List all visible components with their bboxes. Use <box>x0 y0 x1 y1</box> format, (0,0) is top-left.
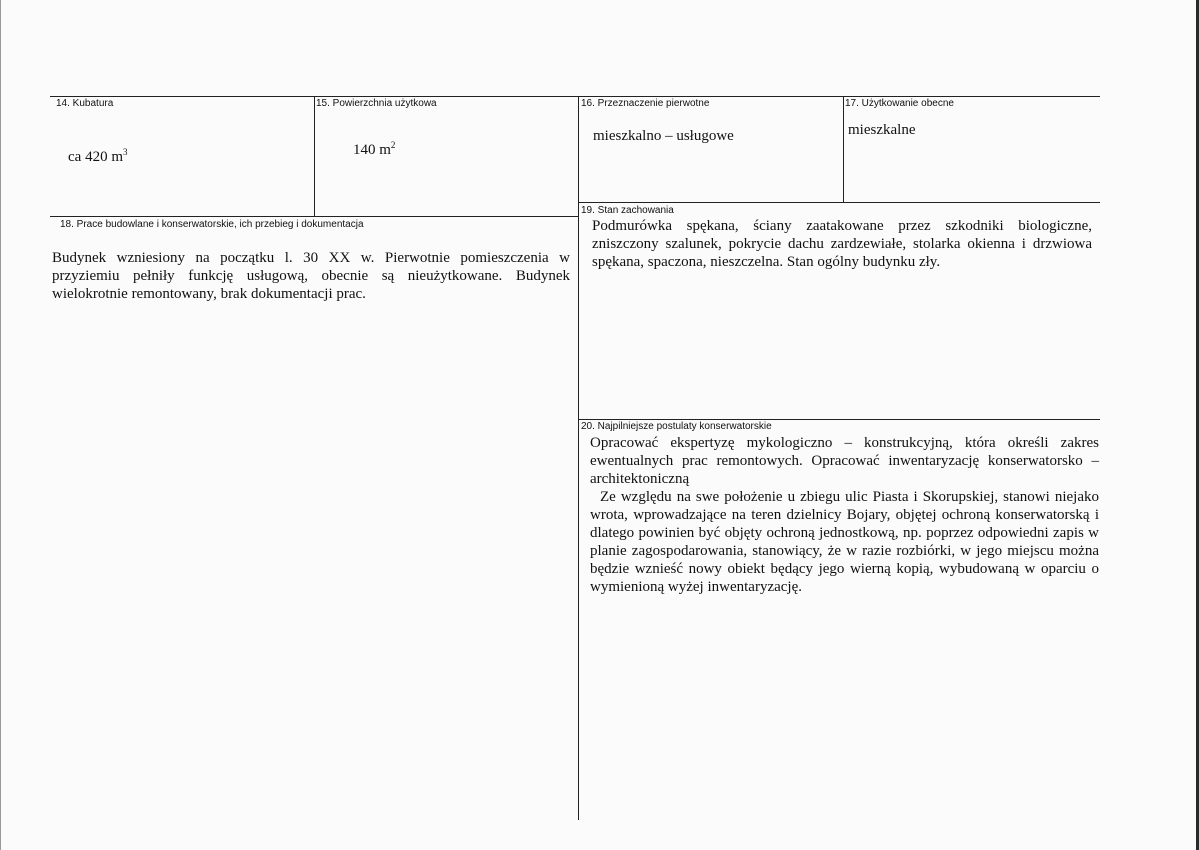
field-18-text: Budynek wzniesiony na początku l. 30 XX w. Pierwotnie pomieszczenia w przyziemiu pełniły funkcję usługową, obecnie są nieużytkowane. Budynek wielokrotnie remontowany, brak dokumentacji prac. <box>52 250 570 302</box>
field-19-label: 19. Stan zachowania <box>581 205 674 216</box>
field-14-unit-exponent: 3 <box>122 147 128 157</box>
field-17-value: mieszkalne <box>848 122 916 138</box>
field-16-value: mieszkalno – usługowe <box>593 128 734 144</box>
field-20-text <box>590 434 1099 596</box>
field-19-text: Podmurówka spękana, ściany zaatakowane przez szkodniki biologiczne, zniszczony szalunek, pokrycie dachu zardzewiałe, stolarka okienna i drzwiowa spękana, spaczona, nieszczelna. Stan ogólny budynku zły. <box>592 218 1092 270</box>
field-16-label: 16. Przeznaczenie pierwotne <box>581 98 710 109</box>
divider-16-17 <box>843 96 844 202</box>
divider-14-15 <box>314 96 315 216</box>
border-above-20 <box>578 419 1100 420</box>
field-17-label: 17. Użytkowanie obecne <box>845 98 954 109</box>
top-row-border <box>50 96 1100 97</box>
field-20-paragraph-2: Ze względu na swe położenie u zbiegu ulic Piasta i Skorupskiej, stanowi niejako wrota, wprowadzające na teren dzielnicy Bojary, objętej ochroną konserwatorską i dlatego powinien być objęty ochroną jednostkową, np. poprzez odpowiedni zapis w planie zagospodarowania, stanowiący, że w razie rozbiórki, w jego miejscu można będzie wznieść nowy obiekt będący jego wierną kopią, wybudowaną w oparciu o wymienioną wyżej inwentaryzację. <box>590 489 1099 595</box>
field-20-paragraph-1: Opracować ekspertyzę mykologiczno – konstrukcyjną, która określi zakres ewentualnych prac remontowych. Opracować inwentaryzację konserwatorsko – architektoniczną <box>590 435 1099 487</box>
field-15-label: 15. Powierzchnia użytkowa <box>316 98 437 109</box>
field-18-label: 18. Prace budowlane i konserwatorskie, ich przebieg i dokumentacja <box>60 219 364 230</box>
field-14-value <box>68 148 127 166</box>
field-20-label: 20. Najpilniejsze postulaty konserwatorskie <box>581 421 772 432</box>
field-14-number: ca 420 m <box>68 149 123 165</box>
main-vertical-divider <box>578 96 579 820</box>
border-above-19 <box>578 202 1100 203</box>
field-15-value <box>353 141 395 159</box>
field-15-unit-exponent: 2 <box>390 140 396 150</box>
field-14-label: 14. Kubatura <box>56 98 114 109</box>
scan-edge-left <box>0 0 1 850</box>
border-above-18 <box>50 216 578 217</box>
field-15-number: 140 m <box>353 142 391 158</box>
